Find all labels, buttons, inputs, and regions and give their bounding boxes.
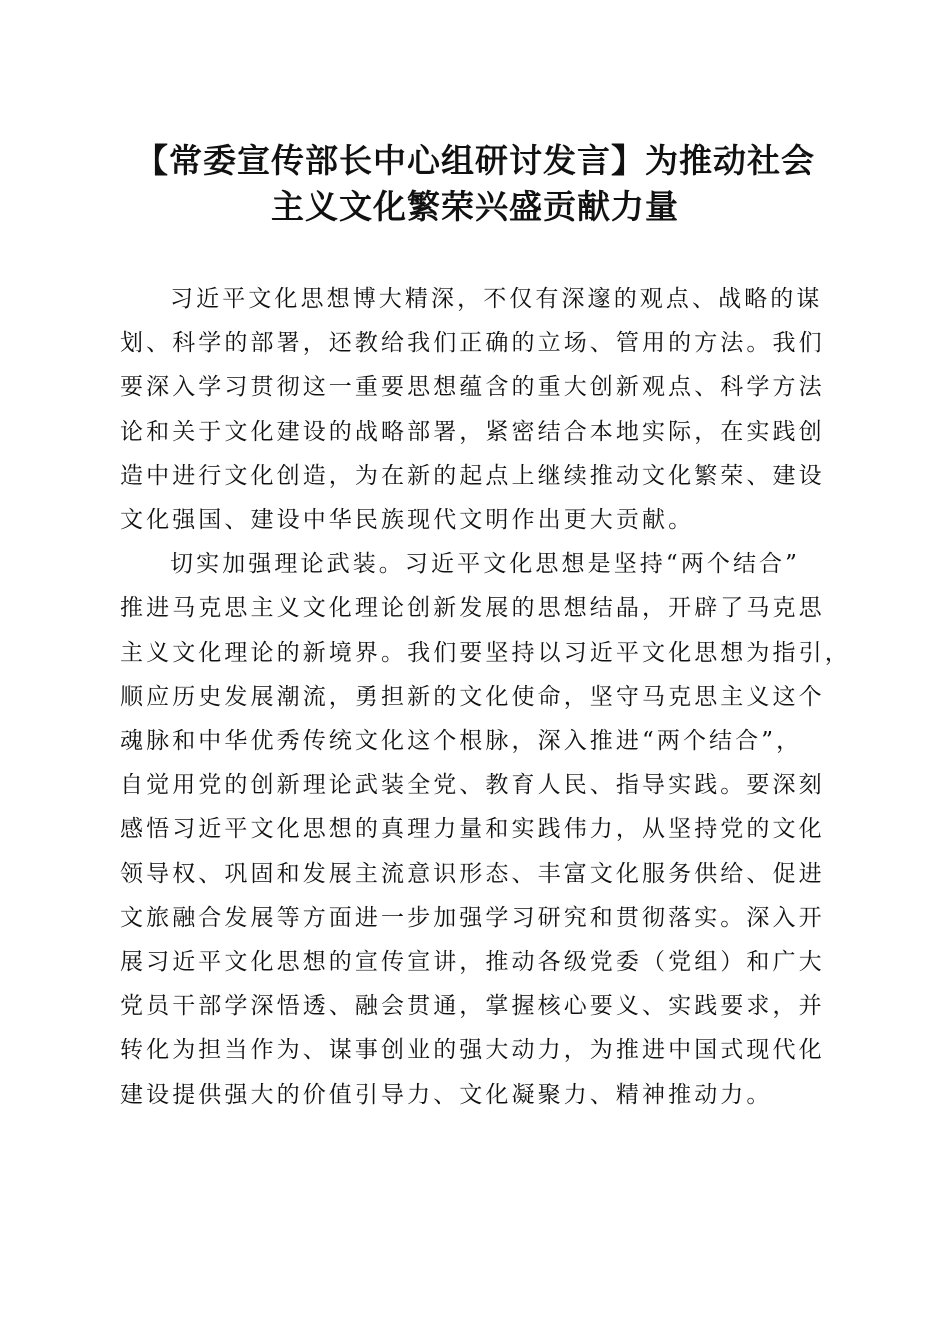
paragraph-2 (120, 542, 851, 1117)
paragraph-line: 要深入学习贯彻这一重要思想蕴含的重大创新观点、科学方法 (120, 374, 825, 401)
paragraph-line: 自觉用党的创新理论武装全党、教育人民、指导实践。要深刻 (120, 772, 825, 799)
paragraph-line: 展习近平文化思想的宣传宣讲，推动各级党委（党组）和广大 (120, 949, 825, 976)
title-line-1: 【常委宣传部长中心组研讨发言】为推动社会 (135, 141, 815, 180)
paragraph-line: 造中进行文化创造，为在新的起点上继续推动文化繁荣、建设 (120, 462, 825, 489)
paragraph-line: 习近平文化思想博大精深，不仅有深邃的观点、战略的谋 (170, 286, 823, 312)
paragraph-line: 划、科学的部署，还教给我们正确的立场、管用的方法。我们 (120, 330, 825, 357)
document-title (100, 138, 850, 230)
paragraph-line: 党员干部学深悟透、融会贯通，掌握核心要义、实践要求，并 (120, 993, 825, 1020)
paragraph-line: 领导权、巩固和发展主流意识形态、丰富文化服务供给、促进 (120, 860, 825, 887)
paragraph-line: 文化强国、建设中华民族现代文明作出更大贡献。 (120, 507, 695, 534)
paragraph-line: 切实加强理论武装。习近平文化思想是坚持“两个结合” (170, 551, 801, 578)
document-body (120, 277, 851, 1117)
paragraph-line: 文旅融合发展等方面进一步加强学习研究和贯彻落实。深入开 (120, 904, 825, 931)
paragraph-line: 感悟习近平文化思想的真理力量和实践伟力，从坚持党的文化 (120, 816, 825, 843)
title-line-2: 主义文化繁荣兴盛贡献力量 (271, 187, 679, 226)
paragraph-line: 论和关于文化建设的战略部署，紧密结合本地实际，在实践创 (120, 418, 825, 445)
paragraph-line: 顺应历史发展潮流，勇担新的文化使命，坚守马克思主义这个 (120, 683, 825, 710)
paragraph-line: 转化为担当作为、谋事创业的强大动力，为推进中国式现代化 (120, 1037, 825, 1064)
paragraph-1 (120, 277, 832, 542)
paragraph-line: 主义文化理论的新境界。我们要坚持以习近平文化思想为指引， (120, 639, 851, 666)
paragraph-line: 推进马克思主义文化理论创新发展的思想结晶，开辟了马克思 (120, 595, 825, 622)
paragraph-line: 魂脉和中华优秀传统文化这个根脉，深入推进“两个结合”， (120, 728, 803, 755)
paragraph-line: 建设提供强大的价值引导力、文化凝聚力、精神推动力。 (120, 1081, 773, 1108)
